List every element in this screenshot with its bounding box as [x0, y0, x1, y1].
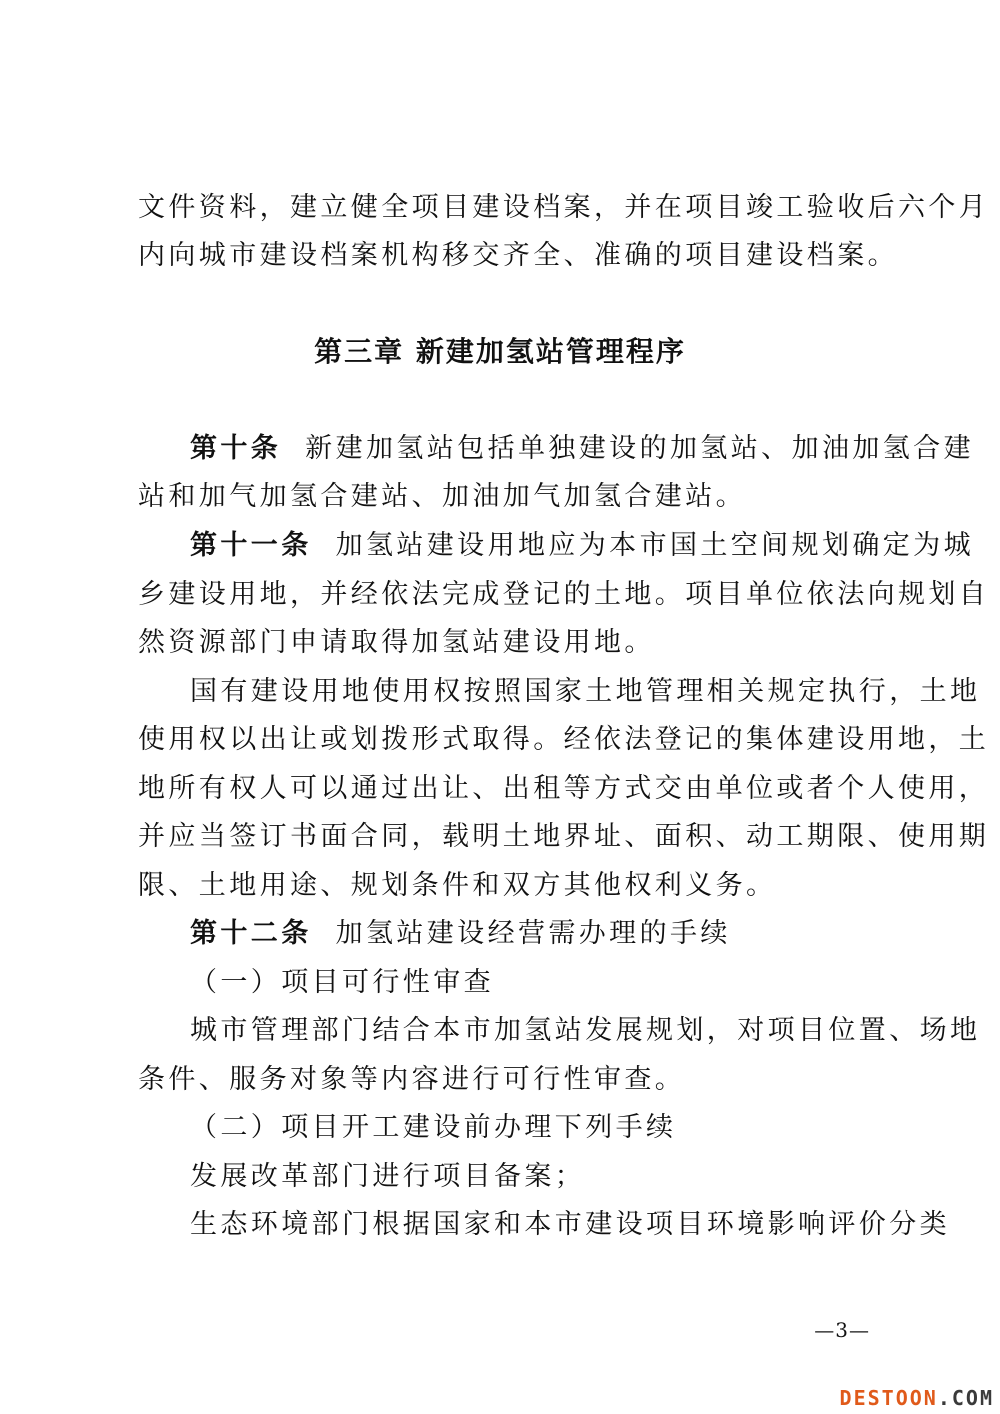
text-line: 文件资料，建立健全项目建设档案，并在项目竣工验收后六个月 — [138, 192, 990, 223]
text-line: 地所有权人可以通过出让、出租等方式交由单位或者个人使用， — [138, 773, 990, 804]
chapter-title: 第三章 新建加氢站管理程序 — [314, 335, 686, 368]
watermark — [840, 1386, 994, 1410]
text-line: 站和加气加氢合建站、加油加气加氢合建站。 — [138, 481, 746, 512]
text-line: 生态环境部门根据国家和本市建设项目环境影响评价分类 — [190, 1209, 950, 1240]
article-12-label: 第十二条 — [190, 918, 312, 949]
text-line: 国有建设用地使用权按照国家土地管理相关规定执行，土地 — [190, 676, 981, 707]
text-line: 城市管理部门结合本市加氢站发展规划，对项目位置、场地 — [190, 1015, 981, 1046]
text-line: 发展改革部门进行项目备案； — [190, 1161, 586, 1192]
text-line: 并应当签订书面合同，载明土地界址、面积、动工期限、使用期 — [138, 821, 990, 852]
article-11-text: 加氢站建设用地应为本市国土空间规划确定为城 — [335, 530, 974, 561]
article-10-label: 第十条 — [190, 433, 282, 464]
item-2-title: （二）项目开工建设前办理下列手续 — [190, 1112, 677, 1143]
text-line: 条件、服务对象等内容进行可行性审查。 — [138, 1064, 686, 1095]
article-11-label: 第十一条 — [190, 530, 312, 561]
watermark-domain: .COM — [937, 1386, 994, 1410]
article-10-line — [0, 431, 1000, 467]
article-12-line — [0, 916, 1000, 952]
page-number: —3— — [814, 1318, 870, 1342]
article-10-text: 新建加氢站包括单独建设的加氢站、加油加氢合建 — [305, 433, 974, 464]
item-1-title: （一）项目可行性审查 — [190, 967, 494, 998]
text-line: 然资源部门申请取得加氢站建设用地。 — [138, 627, 655, 658]
text-line: 内向城市建设档案机构移交齐全、准确的项目建设档案。 — [138, 240, 898, 271]
text-line: 乡建设用地，并经依法完成登记的土地。项目单位依法向规划自 — [138, 579, 990, 610]
article-11-line — [0, 528, 1000, 564]
text-line: 限、土地用途、规划条件和双方其他权利义务。 — [138, 870, 777, 901]
text-line: 使用权以出让或划拨形式取得。经依法登记的集体建设用地，土 — [138, 724, 990, 755]
article-12-text: 加氢站建设经营需办理的手续 — [335, 918, 731, 949]
watermark-brand: DESTOON — [839, 1386, 938, 1410]
